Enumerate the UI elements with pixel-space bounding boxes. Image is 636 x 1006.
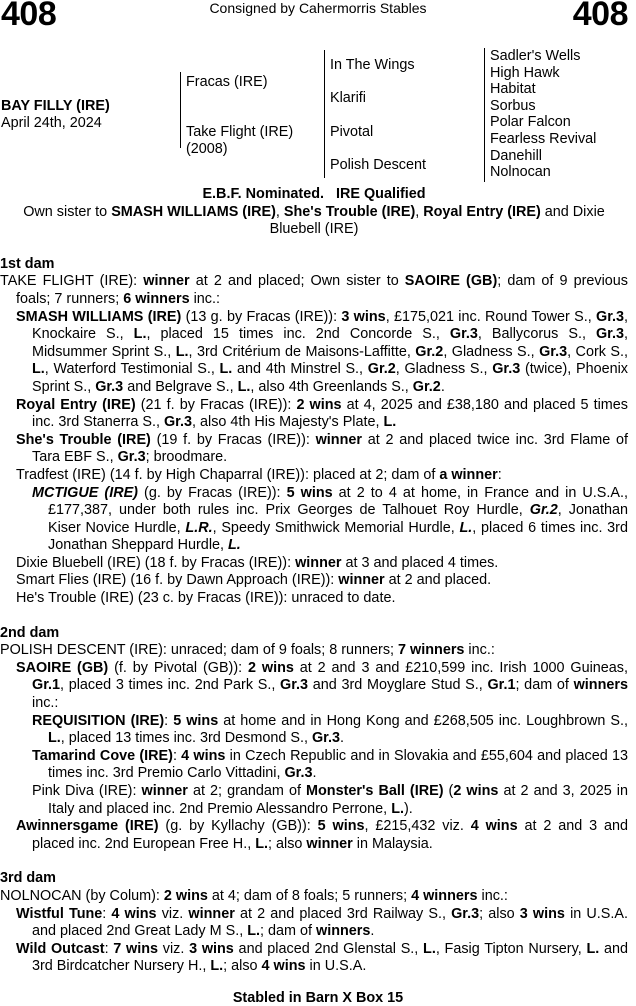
produce-hes-trouble	[0, 590, 628, 608]
text: , Ballycorus S.,	[477, 326, 596, 343]
pedigree-g5: Polar Falcon	[490, 114, 571, 131]
text-bold: winners	[573, 677, 628, 694]
pedigree-dam-dam: Polish Descent	[330, 157, 426, 173]
lot-number-left: 408	[1, 0, 57, 33]
text-bold: 2 wins	[296, 396, 342, 413]
text-bold: winner	[315, 431, 362, 448]
consignor: Consigned by Cahermorris Stables	[209, 0, 427, 16]
text: ; also	[223, 958, 262, 975]
produce-requisition	[0, 713, 628, 748]
text-bold: winner	[141, 783, 188, 799]
text-bold: Wistful Tune	[16, 905, 103, 922]
second-dam-heading: 2nd dam	[0, 624, 60, 641]
pedigree-sire: Fracas (IRE)	[186, 74, 268, 90]
text: ; dam of	[515, 677, 574, 694]
nomination-line: E.B.F. Nominated. IRE Qualified	[202, 186, 426, 202]
text: .	[370, 923, 375, 940]
text: NOLNOCAN (by Colum):	[0, 887, 164, 904]
text-bold: Wild Outcast	[16, 940, 105, 957]
text: at 4; dam of 8 foals; 5 runners;	[207, 887, 412, 904]
pedigree-dam-name: Take Flight (IRE)	[186, 124, 294, 140]
pedigree-g7: Danehill	[490, 147, 542, 164]
text: :	[104, 940, 114, 957]
text: ,	[415, 203, 424, 220]
text-bold-italic: L.	[228, 537, 241, 554]
text-bold: winner	[295, 554, 342, 571]
text: ,	[275, 203, 284, 220]
text-bold: Gr.3	[311, 730, 340, 747]
text: ).	[403, 800, 413, 817]
sister-line	[0, 204, 628, 239]
text: POLISH DESCENT (IRE): unraced; dam of 9 foals; 8 runners;	[0, 642, 399, 659]
text: ; also	[479, 905, 520, 922]
text-bold: Gr.2	[412, 378, 441, 395]
text: at 4, 2025 and £38,180 and placed 5 times inc. 3rd Stanerra S.,	[32, 396, 628, 431]
pedigree-g1: Sadler's Wells	[490, 48, 581, 64]
text-bold: Tamarind Cove (IRE)	[32, 747, 173, 764]
text: at home and in Hong Kong and £268,505 inc. Loughbrown S.,	[218, 712, 628, 729]
text: viz.	[156, 905, 189, 922]
text: , Speedy Smithwick Memorial Hurdle,	[212, 519, 460, 536]
text: Smart Flies (IRE) (16 f. by Dawn Approach (IRE)):	[16, 572, 339, 589]
text-bold: Awinnersgame (IRE)	[16, 818, 159, 835]
text: , placed 13 times inc. 3rd Desmond S.,	[60, 730, 312, 747]
text: , £215,432 viz.	[364, 818, 471, 835]
text: Tradfest (IRE) (14 f. by High Chaparral (IRE)): placed at 2; dam of	[16, 466, 440, 483]
pedigree-dam-sire: Pivotal	[330, 124, 374, 140]
horse-name-bold: Royal Entry (IRE)	[423, 203, 541, 220]
produce-mctigue	[0, 485, 628, 555]
text-bold: L.	[237, 378, 251, 395]
text: , Gladness S.,	[443, 343, 540, 360]
pedigree-g2: High Hawk	[490, 64, 560, 81]
text-bold: Monster's Ball (IRE)	[306, 783, 444, 799]
text: ; dam of 9 previous foals; 7 runners;	[16, 273, 628, 307]
text-bold: L.	[210, 958, 224, 975]
text: at 3 and placed 4 times.	[341, 554, 499, 571]
text-bold: winner	[188, 905, 235, 922]
text-bold: Gr.3	[163, 414, 192, 431]
text: at 2 and placed 3rd Railway S.,	[234, 905, 452, 922]
text-bold: winner	[143, 273, 190, 290]
text: , Midsummer Sprint S.,	[32, 326, 628, 360]
text: TAKE FLIGHT (IRE):	[0, 273, 144, 290]
pedigree-sire-dam: Klarifi	[330, 90, 366, 106]
text: (13 g. by Fracas (IRE)):	[181, 308, 342, 325]
text-bold: L.	[133, 326, 147, 343]
text: , placed 6 times inc. 3rd Jonathan Sheppard Hurdle,	[48, 519, 628, 554]
text-bold: 2 wins	[453, 783, 499, 799]
pedigree-dam-year: (2008)	[186, 141, 228, 157]
horse-name-bold: SMASH WILLIAMS (IRE)	[111, 203, 276, 220]
text-bold: 4 winners	[411, 887, 478, 904]
text: , also 4th His Majesty's Plate,	[192, 414, 384, 431]
text-bold: Gr.3	[449, 326, 478, 343]
text-bold: She's Trouble (IRE)	[16, 431, 151, 448]
text-bold: Gr.3	[451, 905, 480, 922]
text-bold: L.	[586, 940, 600, 957]
text-bold: Gr.3	[117, 449, 146, 466]
text-bold: SAOIRE (GB)	[404, 273, 498, 290]
text-bold: L.	[255, 835, 268, 852]
text-bold: 4 wins	[470, 818, 518, 835]
first-dam-intro	[0, 273, 628, 308]
text: at 2 and placed; Own sister to	[189, 273, 405, 290]
text: and placed 2nd Glenstal S.,	[233, 940, 424, 957]
text: (f. by Pivotal (GB)):	[108, 659, 249, 676]
text-bold: winners	[316, 923, 371, 940]
catalogue-page-body	[0, 186, 628, 976]
produce-dixie-bluebell	[0, 555, 628, 573]
text: at 2 to 4 at home, in France and in U.S.A., £177,387, under both rules inc. Prix Georges de Talhouet Roy Hurdle,	[48, 484, 628, 519]
text: and 3rd Moyglare Stud S.,	[308, 677, 488, 694]
text-bold: 2 wins	[163, 887, 208, 904]
text: , also 4th Greenlands S.,	[250, 378, 413, 395]
text-bold: SMASH WILLIAMS (IRE)	[16, 308, 182, 325]
text: Own sister to	[23, 203, 112, 220]
lot-number-right: 408	[572, 0, 628, 33]
text: , placed 15 times inc. 2nd Concorde S.,	[146, 326, 450, 343]
text: :	[497, 466, 502, 483]
pedigree-table	[0, 48, 636, 182]
text: viz.	[158, 940, 190, 957]
text: .	[312, 765, 317, 782]
pedigree-sire-sire: In The Wings	[330, 57, 415, 73]
produce-pink-diva	[0, 783, 628, 818]
pedigree-g8: Nolnocan	[490, 164, 551, 181]
text: , Knockaire S.,	[32, 308, 629, 343]
text: (	[443, 783, 454, 799]
stabled-location: Stabled in Barn X Box 15	[232, 990, 404, 1006]
pedigree-g6: Fearless Revival	[490, 131, 597, 147]
text: in Czech Republic and in Slovakia and £55,604 and placed 13 times inc. 3rd Premio Carlo Vittadini,	[48, 747, 628, 782]
text: and Belgrave S.,	[123, 378, 238, 395]
text: at 2 and 3, 2025 in Italy and placed inc. 2nd Premio Alessandro Perrone,	[48, 783, 628, 817]
third-dam-heading: 3rd dam	[0, 870, 56, 887]
text-bold: Gr.2	[415, 343, 444, 360]
text-bold: Gr.3	[492, 361, 521, 378]
text-bold: winner	[306, 835, 353, 852]
horse-name: BAY FILLY (IRE)	[1, 98, 110, 114]
text: , Fasig Tipton Nursery,	[435, 940, 587, 957]
text-bold: Gr.3	[95, 378, 124, 395]
text-bold: SAOIRE (GB)	[16, 659, 109, 676]
pedigree-g3: Habitat	[490, 81, 536, 98]
text-bold: REQUISITION (IRE)	[32, 712, 165, 729]
text-bold-italic: Gr.2	[529, 502, 558, 519]
produce-wistful-tune	[0, 906, 628, 941]
text: .	[440, 378, 445, 395]
text: He's Trouble (IRE) (23 c. by Fracas (IRE)): unraced to date.	[16, 590, 396, 607]
text: inc.:	[464, 642, 495, 659]
text: (g. by Kyllachy (GB)):	[158, 818, 318, 835]
text: and 3rd Birdcatcher Nursery H.,	[32, 940, 628, 975]
produce-awinnersgame	[0, 818, 628, 853]
text-bold: winner	[338, 572, 385, 589]
text: (19 f. by Fracas (IRE)):	[150, 431, 316, 448]
text: ; broodmare.	[145, 449, 228, 466]
text-bold: L.	[383, 414, 397, 431]
text-bold: L.	[175, 343, 189, 360]
text-bold: Royal Entry (IRE)	[16, 396, 136, 413]
text: Dixie Bluebell (IRE) (18 f. by Fracas (IRE)):	[16, 554, 296, 571]
text: ; also	[268, 835, 307, 852]
text-bold: 7 wins	[113, 940, 159, 957]
text-bold: 3 wins	[189, 940, 234, 957]
text: at 2 and placed.	[384, 572, 492, 589]
text: ; dam of	[260, 923, 316, 940]
text: , Waterford Testimonial S.,	[44, 361, 220, 378]
produce-tradfest	[0, 467, 628, 485]
text-bold: Gr.1	[487, 677, 516, 694]
text-bold-italic: MCTIGUE (IRE)	[32, 484, 138, 501]
text-bold: 4 wins	[181, 747, 226, 764]
text: .	[339, 730, 344, 747]
text-bold: 3 wins	[341, 308, 386, 325]
text: , Jonathan Kiser Novice Hurdle,	[48, 502, 628, 536]
text-bold: 5 wins	[286, 484, 333, 501]
text-bold: 4 wins	[261, 958, 306, 975]
text-bold-italic: L.R.	[185, 519, 213, 536]
text: in U.S.A.	[305, 958, 367, 975]
text: at 2; grandam of	[187, 783, 307, 799]
text-bold: L.	[391, 800, 404, 817]
text: inc.:	[32, 695, 59, 712]
text: :	[172, 747, 182, 764]
produce-smart-flies	[0, 572, 628, 590]
text-bold: Gr.3	[280, 677, 309, 694]
text: at 2 and placed twice inc. 3rd Flame of Tara EBF S.,	[32, 431, 629, 466]
text-bold: L.	[48, 730, 61, 747]
text: in Malaysia.	[352, 835, 433, 852]
text: inc.:	[189, 290, 220, 307]
text-bold: Gr.2	[367, 361, 396, 378]
text: :	[102, 905, 112, 922]
produce-saoire	[0, 660, 628, 713]
text: at 2 and 3 and £210,599 inc. Irish 1000 Guineas,	[293, 659, 628, 676]
text: , 3rd Critérium de Maisons-Laffitte,	[188, 343, 416, 360]
text-bold: 6 winners	[123, 290, 190, 307]
text: , Cork S.,	[567, 343, 628, 360]
text-bold: 7 winners	[398, 642, 465, 659]
text-bold: L.	[219, 361, 233, 378]
text: (g. by Fracas (IRE)):	[137, 484, 287, 501]
text: , Gladness S.,	[395, 361, 493, 378]
text-bold: Gr.3	[539, 343, 568, 360]
text-bold: L.	[32, 361, 45, 378]
produce-tamarind-cove	[0, 748, 628, 783]
text-bold: Gr.1	[32, 677, 61, 694]
horse-name-bold: She's Trouble (IRE)	[283, 203, 416, 220]
text-bold: a winner	[439, 466, 498, 483]
second-dam-intro	[0, 642, 628, 660]
text-bold-italic: L.	[459, 519, 473, 536]
text: inc.:	[477, 887, 508, 904]
text-bold: 4 wins	[111, 905, 157, 922]
text-bold: L.	[247, 923, 260, 940]
text: , placed 3 times inc. 2nd Park S.,	[60, 677, 281, 694]
first-dam-heading: 1st dam	[0, 255, 55, 272]
text: at 2 and 3 and placed inc. 2nd European Free H.,	[32, 818, 628, 852]
text: :	[164, 712, 174, 729]
text-bold: 3 wins	[519, 905, 565, 922]
text-bold: 5 wins	[173, 712, 219, 729]
text: and Dixie Bluebell (IRE)	[269, 203, 605, 238]
produce-shes-trouble	[0, 432, 628, 467]
produce-royal-entry	[0, 397, 628, 432]
text: in U.S.A. and placed 2nd Great Lady M S.,	[32, 905, 628, 940]
text: (21 f. by Fracas (IRE)):	[135, 396, 297, 413]
third-dam-intro	[0, 888, 628, 906]
pedigree-bracket-1	[180, 72, 181, 148]
foaled-date: April 24th, 2024	[1, 115, 102, 131]
produce-wild-outcast	[0, 941, 628, 976]
text: (twice), Phoenix Sprint S.,	[32, 361, 629, 395]
produce-smash-williams	[0, 309, 628, 397]
pedigree-bracket-3	[484, 48, 485, 182]
text-bold: 5 wins	[317, 818, 365, 835]
pedigree-g4: Sorbus	[490, 97, 536, 114]
text-bold: L.	[423, 940, 436, 957]
text: Pink Diva (IRE):	[32, 783, 142, 799]
pedigree-bracket-2	[324, 50, 325, 178]
text-bold: Gr.3	[595, 326, 624, 343]
text: and 4th Minstrel S.,	[232, 361, 368, 378]
text-bold: 2 wins	[248, 659, 294, 676]
text: , £175,021 inc. Round Tower S.,	[385, 308, 596, 325]
text-bold: Gr.3	[596, 308, 625, 325]
text-bold: Gr.3	[284, 765, 313, 782]
